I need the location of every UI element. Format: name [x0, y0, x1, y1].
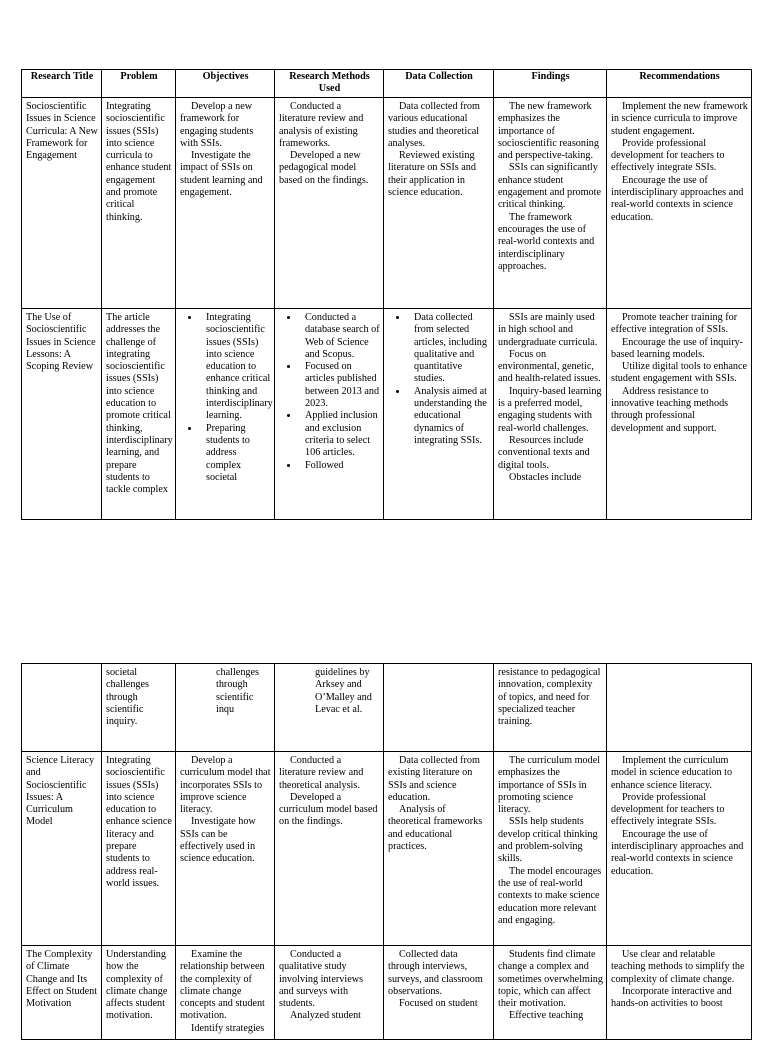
objective-line: Identify strategies [191, 1022, 265, 1034]
finding-line: Students find climate change a complex and sometimes overwhelming topic, which can affect their motivation. [498, 949, 603, 1010]
data-line: Reviewed existing literature on SSIs and their application in science education. [388, 150, 476, 199]
method-line: Developed a new pedagogical model based on the findings. [279, 150, 369, 186]
cell-data-collection [384, 946, 494, 1040]
header-data-collection: Data Collection [384, 70, 494, 98]
table-row [22, 752, 752, 946]
finding-line: The curriculum model emphasizes the importance of SSIs in promoting science literacy. [498, 755, 601, 816]
cell-problem: The article addresses the challenge of integrating socioscientific issues (SSIs) into science education to promote critical thinking, interdisciplinary learning, and prepare students to tackle complex [102, 309, 176, 520]
header-recommendations: Recommendations [607, 70, 752, 98]
finding-line: Effective teaching [509, 1010, 584, 1022]
objective-line: Investigate the impact of SSIs on student learning and engagement. [180, 150, 263, 199]
recommendation-line: Encourage the use of inquiry-based learning models. [611, 336, 744, 360]
data-line: Data collected from existing literature on SSIs and science education. [388, 755, 480, 803]
finding-line: The new framework emphasizes the importance of socioscientific reasoning and perspective-taking. [498, 101, 599, 162]
list-item: • Conducted a database search of Web of Science and Scopus. [299, 312, 380, 361]
cell-objectives: challenges through scientific inqu [176, 664, 275, 752]
cell-problem: societal challenges through scientific inquiry. [102, 664, 176, 752]
cell-recommendations [607, 664, 752, 752]
cell-objectives [176, 98, 275, 309]
literature-table-page-2 [21, 663, 752, 1040]
cell-data-collection [384, 309, 494, 520]
cell-findings [494, 98, 607, 309]
cell-methods [275, 752, 384, 946]
header-research-title: Research Title [22, 70, 102, 98]
cell-title: The Complexity of Climate Change and Its Effect on Student Motivation [22, 946, 102, 1040]
list-item: • Applied inclusion and exclusion criteria to select 106 articles. [299, 410, 380, 459]
cell-recommendations [607, 946, 752, 1040]
finding-line: SSIs are mainly used in high school and undergraduate curricula. [498, 312, 598, 348]
objectives-list [180, 312, 271, 484]
cell-title: Socioscientific Issues in Science Curricula: A New Framework for Engagement [22, 98, 102, 309]
table-header-row [22, 70, 752, 98]
finding-line: The model encourages the use of real-world contexts to make science education more relevant and engaging. [498, 865, 602, 926]
cell-problem: Integrating socioscientific issues (SSIs) into science education to enhance science literacy and prepare students to address real-world issues. [102, 752, 176, 946]
data-line: Collected data through interviews, surveys, and classroom observations. [388, 949, 483, 997]
methods-list [279, 312, 380, 472]
cell-data-collection [384, 98, 494, 309]
cell-methods [275, 946, 384, 1040]
header-objectives: Objectives [176, 70, 275, 98]
table-row-continued [22, 664, 752, 752]
cell-title: Science Literacy and Socioscientific Issues: A Curriculum Model [22, 752, 102, 946]
recommendation-line: Encourage the use of interdisciplinary approaches and real-world contexts in science education. [611, 174, 744, 223]
header-problem: Problem [102, 70, 176, 98]
list-item: • Followed [299, 460, 380, 472]
finding-line: SSIs can significantly enhance student engagement and promote critical thinking. [498, 162, 601, 211]
recommendation-line: Address resistance to innovative teaching methods through professional development and support. [611, 385, 729, 434]
cell-findings [494, 309, 607, 520]
recommendation-line: Implement the new framework in science curricula to improve student engagement. [611, 101, 748, 137]
data-line: Data collected from various educational studies and theoretical analyses. [388, 101, 480, 149]
recommendation-line: Implement the curriculum model in science education to enhance science literacy. [611, 755, 733, 791]
cell-findings: resistance to pedagogical innovation, complexity of topics, and need for specialized teacher training. [494, 664, 607, 752]
recommendation-line: Promote teacher training for effective integration of SSIs. [611, 312, 738, 336]
method-line: Analyzed student [290, 1010, 362, 1022]
cell-problem: Integrating socioscientific issues (SSIs) into science curricula to enhance student engagement and promote critical thinking. [102, 98, 176, 309]
cell-methods [275, 98, 384, 309]
method-line: Conducted a literature review and analysis of existing frameworks. [279, 101, 364, 149]
cell-methods [275, 309, 384, 520]
cell-objectives [176, 752, 275, 946]
cell-data-collection [384, 752, 494, 946]
cell-findings [494, 946, 607, 1040]
cell-title [22, 664, 102, 752]
method-line: Conducted a qualitative study involving interviews and surveys with students. [279, 949, 364, 1010]
recommendation-line: Use clear and relatable teaching methods to simplify the complexity of climate change. [611, 949, 745, 985]
finding-line: Focus on environmental, genetic, and health-related issues. [498, 348, 601, 385]
list-item: • Analysis aimed at understanding the educational dynamics of integrating SSIs. [408, 386, 490, 447]
data-line: Focused on student [399, 998, 478, 1010]
list-item: • Focused on articles published between 2013 and 2023. [299, 361, 380, 410]
objective-line: Develop a new framework for engaging students with SSIs. [180, 101, 254, 149]
list-item: • Preparing students to address complex societal [200, 423, 271, 484]
cell-recommendations [607, 98, 752, 309]
finding-line: Obstacles include [509, 471, 582, 483]
method-line: Developed a curriculum model based on the findings. [279, 791, 378, 828]
data-line: Analysis of theoretical frameworks and educational practices. [388, 804, 483, 853]
objective-line: Investigate how SSIs can be effectively used in science education. [180, 816, 256, 865]
finding-line: Resources include conventional texts and digital tools. [498, 434, 590, 471]
recommendation-line: Provide professional development for teachers to effectively integrate SSIs. [611, 791, 725, 828]
objective-line: Develop a curriculum model that incorporates SSIs to improve science literacy. [180, 755, 271, 816]
recommendation-line: Encourage the use of interdisciplinary approaches and real-world contexts in science education. [611, 828, 744, 877]
header-research-methods: Research Methods Used [275, 70, 384, 98]
data-list [388, 312, 490, 447]
recommendation-line: Provide professional development for teachers to effectively integrate SSIs. [611, 137, 725, 174]
finding-line: SSIs help students develop critical thinking and problem-solving skills. [498, 816, 598, 865]
recommendation-line: Utilize digital tools to enhance student engagement with SSIs. [611, 361, 748, 385]
finding-line: The framework encourages the use of real-world contexts and interdisciplinary approaches. [498, 211, 595, 272]
cell-recommendations [607, 309, 752, 520]
cell-methods: guidelines by Arksey and O’Malley and Levac et al. [275, 664, 384, 752]
literature-table-page-1 [21, 69, 752, 520]
method-line: Conducted a literature review and theoretical analysis. [279, 755, 364, 791]
cell-title: The Use of Socioscientific Issues in Science Lessons: A Scoping Review [22, 309, 102, 520]
table-row [22, 309, 752, 520]
recommendation-line: Incorporate interactive and hands-on activities to boost [611, 985, 732, 1010]
table-row [22, 946, 752, 1040]
cell-problem: Understanding how the complexity of climate change affects student motivation. [102, 946, 176, 1040]
table-row [22, 98, 752, 309]
cell-data-collection [384, 664, 494, 752]
cell-objectives [176, 946, 275, 1040]
list-item: • Integrating socioscientific issues (SSIs) into science education to enhance critical thinking and interdisciplinary learning. [200, 312, 271, 423]
objective-line: Examine the relationship between the complexity of climate change concepts and student motivation. [180, 949, 265, 1022]
cell-objectives [176, 309, 275, 520]
finding-line: Inquiry-based learning is a preferred model, engaging students with real-world challenges. [498, 385, 602, 434]
cell-findings [494, 752, 607, 946]
header-findings: Findings [494, 70, 607, 98]
cell-recommendations [607, 752, 752, 946]
list-item: • Data collected from selected articles, including qualitative and quantitative studies. [408, 312, 490, 386]
